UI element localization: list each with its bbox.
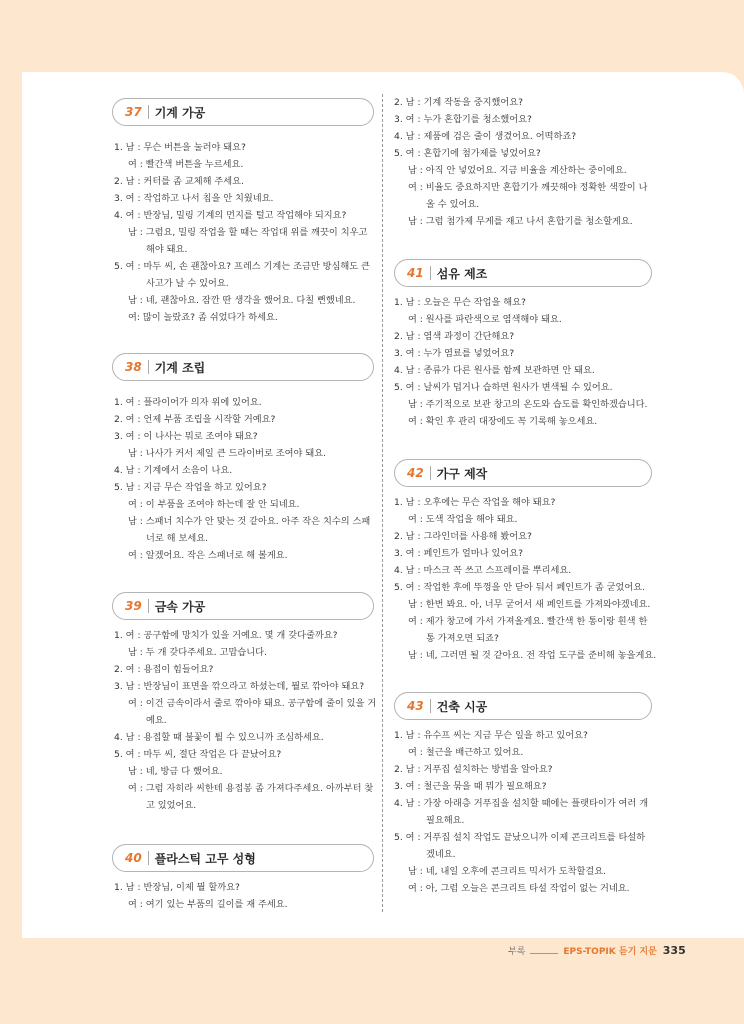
- dialogue-line: 4. 남 : 제품에 검은 줄이 생겼어요. 어떡하죠?: [394, 131, 577, 142]
- dialogue-line: 2. 남 : 커터를 좀 교체해 주세요.: [114, 176, 244, 187]
- dialogue-line: 남 : 그럼요, 밀링 작업을 할 때는 작업대 위를 깨끗이 치우고: [128, 227, 368, 238]
- dialogue-line: 여 : 도색 작업을 해야 돼요.: [408, 514, 518, 525]
- dialogue-line: 2. 남 : 거푸집 설치하는 방법을 알아요?: [394, 764, 553, 775]
- section-title: 가구 제작: [436, 466, 488, 481]
- dialogue-line: 여 : 원사를 파란색으로 염색해야 돼요.: [408, 314, 562, 325]
- dialogue-line: 여 : 알겠어요. 작은 스패너로 해 볼게요.: [128, 550, 288, 561]
- dialogue-line: 5. 여 : 마두 씨, 절단 작업은 다 끝났어요?: [114, 749, 282, 760]
- dialogue-line: 여 : 철근을 배근하고 있어요.: [408, 747, 524, 758]
- top-band: [0, 0, 744, 72]
- dialogue-line: 1. 남 : 유수프 씨는 지금 무슨 일을 하고 있어요?: [394, 730, 588, 741]
- column-divider: [382, 94, 383, 912]
- dialogue-line: 3. 여 : 작업하고 나서 칩을 안 치웠네요.: [114, 193, 274, 204]
- dialogue-line: 5. 여 : 마두 씨, 손 괜찮아요? 프레스 기계는 조금만 방심해도 큰: [114, 261, 370, 272]
- dialogue-line: 여 : 아, 그럼 오늘은 콘크리트 타설 작업이 없는 거네요.: [408, 883, 630, 894]
- dialogue-line: 여 : 확인 후 관리 대장에도 꼭 기록해 놓으세요.: [408, 416, 598, 427]
- dialogue-line: 통 가져오면 되죠?: [426, 633, 499, 644]
- dialogue-line: 4. 남 : 종류가 다른 원사를 함께 보관하면 안 돼요.: [394, 365, 595, 376]
- dialogue-line: 여 : 빨간색 버튼을 누르세요.: [128, 159, 244, 170]
- header-divider: [148, 105, 149, 119]
- dialogue-line: 남 : 네, 그러면 될 것 같아요. 전 작업 도구를 준비해 놓을게요.: [408, 650, 657, 661]
- dialogue-line: 5. 여 : 혼합기에 첨가제를 넣었어요?: [394, 148, 541, 159]
- dialogue-line: 남 : 네, 방금 다 했어요.: [128, 766, 223, 777]
- section-header-39: [112, 592, 374, 620]
- dialogue-line: 여 : 이건 금속이라서 줄로 깎아야 돼요. 공구함에 줄이 있을 거: [128, 698, 377, 709]
- dialogue-line: 1. 남 : 무슨 버튼을 눌러야 돼요?: [114, 142, 246, 153]
- footer-label: 부록: [508, 947, 526, 957]
- dialogue-line: 1. 남 : 반장님, 이제 뭘 할까요?: [114, 882, 240, 893]
- dialogue-line: 2. 남 : 염색 과정이 간단해요?: [394, 331, 515, 342]
- section-title: 섬유 제조: [436, 266, 488, 281]
- header-divider: [430, 466, 431, 480]
- section-number: 39: [125, 599, 142, 613]
- page-footer: [508, 944, 686, 957]
- dialogue-line: 남 : 한번 봐요. 아, 너무 굳어서 새 페인트를 가져와야겠네요.: [408, 599, 651, 610]
- section-number: 37: [125, 105, 142, 119]
- dialogue-line: 2. 여 : 용접이 힘들어요?: [114, 664, 214, 675]
- dialogue-line: 3. 여 : 철근을 묶을 때 뭐가 필요해요?: [394, 781, 547, 792]
- dialogue-line: 여 : 비율도 중요하지만 혼합기가 깨끗해야 정확한 색깔이 나: [408, 182, 648, 193]
- section-header-38: [112, 353, 374, 381]
- section-number: 40: [125, 851, 142, 865]
- dialogue-line: 여 : 그럼 자히라 씨한테 용접봉 좀 가져다주세요. 아까부터 찾: [128, 783, 374, 794]
- dialogue-line: 남 : 주기적으로 보관 창고의 온도와 습도를 확인하겠습니다.: [408, 399, 648, 410]
- section-number: 42: [407, 466, 424, 480]
- dialogue-line: 3. 여 : 누가 염료를 넣었어요?: [394, 348, 515, 359]
- header-divider: [148, 360, 149, 374]
- dialogue-line: 너로 해 보세요.: [146, 533, 209, 544]
- dialogue-line: 5. 여 : 작업한 후에 뚜껑을 안 닫아 둬서 페인트가 좀 굳었어요.: [394, 582, 646, 593]
- dialogue-line: 여 : 제가 창고에 가서 가져올게요. 빨간색 한 통이랑 흰색 한: [408, 616, 648, 627]
- section-header-40: [112, 844, 374, 872]
- dialogue-line: 5. 남 : 지금 무슨 작업을 하고 있어요?: [114, 482, 267, 493]
- dialogue-line: 4. 남 : 기계에서 소음이 나요.: [114, 465, 233, 476]
- dialogue-line: 5. 여 : 거푸집 설치 작업도 끝났으니까 이제 콘크리트를 타설하: [394, 832, 646, 843]
- dialogue-line: 1. 여 : 플라이어가 의자 위에 있어요.: [114, 397, 262, 408]
- header-divider: [430, 266, 431, 280]
- section-header-43: [394, 692, 652, 720]
- dialogue-line: 2. 여 : 언제 부품 조립을 시작할 거예요?: [114, 414, 276, 425]
- dialogue-line: 3. 여 : 누가 혼합기를 청소했어요?: [394, 114, 532, 125]
- section-title: 건축 시공: [436, 699, 488, 714]
- dialogue-line: 3. 여 : 이 나사는 뭐로 조여야 돼요?: [114, 431, 258, 442]
- section-number: 38: [125, 360, 142, 374]
- dialogue-line: 남 : 나사가 커서 제일 큰 드라이버로 조여야 돼요.: [128, 448, 327, 459]
- dialogue-line: 5. 여 : 날씨가 덥거나 습하면 원사가 변색될 수 있어요.: [394, 382, 613, 393]
- dialogue-line: 남 : 네, 괜찮아요. 잠깐 딴 생각을 했어요. 다칠 뻔했네요.: [128, 295, 356, 306]
- section-title: 기계 가공: [154, 105, 206, 120]
- footer-title: EPS-TOPIK 듣기 지문: [563, 947, 657, 957]
- dialogue-line: 남 : 네, 내일 오후에 콘크리트 믹서가 도착할걸요.: [408, 866, 607, 877]
- dialogue-line: 여 : 여기 있는 부품의 길이를 재 주세요.: [128, 899, 288, 910]
- dialogue-line: 올 수 있어요.: [426, 199, 480, 210]
- dialogue-line: 4. 남 : 용접할 때 불꽃이 튈 수 있으니까 조심하세요.: [114, 732, 324, 743]
- dialogue-line: 예요.: [146, 715, 167, 726]
- dialogue-line: 필요해요.: [426, 815, 465, 826]
- dialogue-line: 3. 여 : 페인트가 얼마나 있어요?: [394, 548, 523, 559]
- page-number: 335: [662, 944, 686, 957]
- section-number: 41: [407, 266, 424, 280]
- dialogue-line: 여 : 이 부품을 조여야 하는데 잘 안 되네요.: [128, 499, 300, 510]
- dialogue-line: 해야 돼요.: [146, 244, 188, 255]
- section-title: 플라스틱 고무 성형: [154, 851, 256, 866]
- dialogue-line: 겠네요.: [426, 849, 456, 860]
- section-number: 43: [407, 699, 424, 713]
- dialogue-line: 4. 여 : 반장님, 밀링 기계의 먼지를 털고 작업해야 되지요?: [114, 210, 347, 221]
- dialogue-line: 1. 남 : 오후에는 무슨 작업을 해야 돼요?: [394, 497, 556, 508]
- header-divider: [148, 599, 149, 613]
- dialogue-line: 남 : 스패너 치수가 안 맞는 것 같아요. 아주 작은 치수의 스패: [128, 516, 371, 527]
- section-header-37: [112, 98, 374, 126]
- header-divider: [148, 851, 149, 865]
- dialogue-line: 고 있었어요.: [146, 800, 197, 811]
- dialogue-line: 2. 남 : 기계 작동을 중지했어요?: [394, 97, 523, 108]
- header-divider: [430, 699, 431, 713]
- dialogue-line: 4. 남 : 가장 아래층 거푸집을 설치할 때에는 플랫타이가 여러 개: [394, 798, 649, 809]
- section-title: 금속 가공: [154, 599, 206, 614]
- dialogue-line: 1. 남 : 오늘은 무슨 작업을 해요?: [394, 297, 526, 308]
- dialogue-line: 남 : 그럼 첨가제 무게를 재고 나서 혼합기를 청소할게요.: [408, 216, 633, 227]
- dialogue-line: 사고가 날 수 있어요.: [146, 278, 229, 289]
- dialogue-line: 남 : 아직 안 넣었어요. 지금 비율을 계산하는 중이에요.: [408, 165, 627, 176]
- section-header-42: [394, 459, 652, 487]
- section-title: 기계 조립: [154, 360, 206, 375]
- footer-rule: [530, 947, 558, 954]
- section-header-41: [394, 259, 652, 287]
- dialogue-line: 2. 남 : 그라인더를 사용해 봤어요?: [394, 531, 532, 542]
- dialogue-line: 여: 많이 놀랐죠? 좀 쉬었다가 하세요.: [128, 312, 278, 323]
- dialogue-line: 1. 여 : 공구함에 망치가 있을 거예요. 몇 개 갖다줄까요?: [114, 630, 338, 641]
- dialogue-line: 4. 남 : 마스크 꼭 쓰고 스프레이를 뿌리세요.: [394, 565, 572, 576]
- dialogue-line: 남 : 두 개 갖다주세요. 고맙습니다.: [128, 647, 267, 658]
- dialogue-line: 3. 남 : 반장님이 표면을 깎으라고 하셨는데, 뭘로 깎아야 돼요?: [114, 681, 365, 692]
